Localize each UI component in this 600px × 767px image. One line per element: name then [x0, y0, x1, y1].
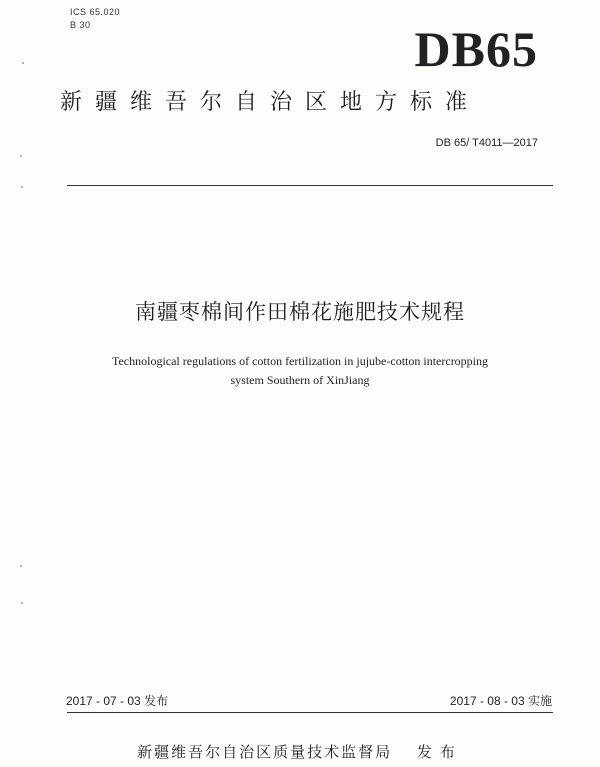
implement-date-block [450, 693, 552, 709]
db65-logo: DB65 [414, 21, 538, 77]
header-divider [67, 185, 553, 186]
ics-code: ICS 65.020 [70, 7, 121, 17]
issue-date: 2017 - 07 - 03 [66, 694, 141, 708]
publisher-action: 发布 [416, 743, 463, 761]
implement-label: 实施 [527, 694, 552, 708]
publisher-organization: 新疆维吾尔自治区质量技术监督局 [137, 743, 393, 761]
standard-type-heading: 新疆维吾尔自治区地方标准 [60, 90, 481, 115]
scan-speck [21, 602, 23, 604]
classification-codes [70, 6, 120, 32]
scan-speck [20, 565, 22, 567]
english-title-line-1: Technological regulations of cotton fertilization in jujube-cotton intercropping [111, 354, 489, 368]
issue-date-block [66, 693, 168, 709]
chinese-title: 南疆枣棉间作田棉花施肥技术规程 [135, 300, 465, 324]
scan-speck [21, 186, 23, 188]
english-title-line-2: system Southern of XinJiang [230, 373, 370, 387]
scan-speck [22, 62, 24, 64]
publisher-line [0, 742, 600, 762]
ccs-code: B 30 [70, 20, 91, 30]
footer-divider [67, 712, 553, 713]
implement-date: 2017 - 08 - 03 [449, 694, 525, 708]
english-title [60, 352, 540, 390]
standard-number: DB 65/ T4011—2017 [435, 137, 538, 149]
scan-speck [20, 155, 22, 157]
issue-label: 发布 [144, 694, 169, 708]
